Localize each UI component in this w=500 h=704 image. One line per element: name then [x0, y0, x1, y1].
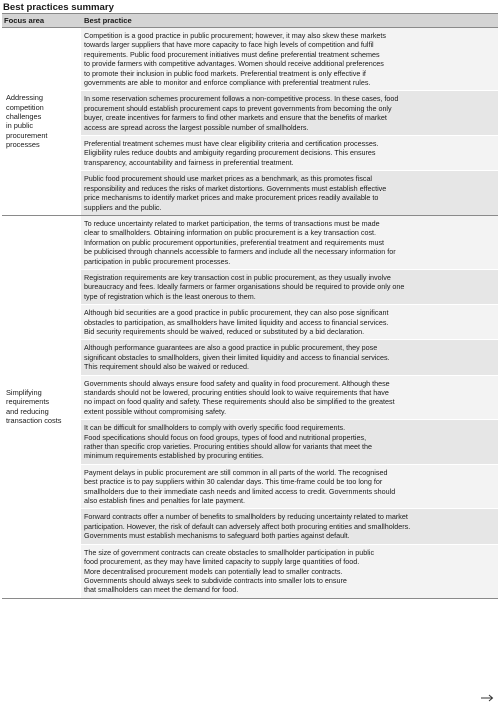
focus-area-line: and reducing [6, 406, 49, 416]
best-practice-line: significant obstacles to smallholders, given their limited liquidity and access to financial services. [84, 352, 390, 362]
best-practice-line: Food specifications should focus on food groups, types of food and nutritional properties, [84, 432, 367, 442]
best-practice-line: smallholders due to their immediate cash needs and limited access to credit. Governments should [84, 486, 396, 496]
page [2, 0, 498, 599]
table-row [81, 420, 498, 465]
best-practice-line: Although bid securities are a good practice in public procurement, they can also pose significant [84, 308, 389, 318]
table-row [81, 340, 498, 375]
best-practice-line: Governments should always seek to subdivide contracts into smaller lots to ensure [84, 575, 347, 585]
best-practice-line: Competition is a good practice in public procurement; however, it may also skew these markets [84, 31, 387, 40]
focus-area-line: requirements [6, 397, 50, 407]
focus-area-line: processes [6, 140, 40, 150]
best-practice-line: Information on public procurement opportunities, preferential treatment and requirements must [84, 237, 385, 247]
best-practice-line: extent possible without compromising safety. [84, 406, 227, 416]
best-practice-line: clear to smallholders. Obtaining information on public procurement is a key transaction cost. [84, 228, 377, 238]
table-row [81, 171, 498, 215]
best-practice-line: access are spread across the largest possible number of smallholders. [84, 122, 309, 132]
best-practice-line: rather than specific crop varieties. Procuring entities should allow for variants that meet the [84, 442, 373, 452]
best-practice-line: price mechanisms to identify market prices and make procurement prices readily available to [84, 193, 379, 203]
best-practice-line: It can be difficult for smallholders to comply with overly specific food requirements. [84, 423, 346, 433]
best-practice-line: procurement should establish procurement caps to prevent governments from becoming the only [84, 103, 392, 113]
header-best-practice: Best practice [84, 16, 132, 25]
best-practice-list [81, 28, 498, 215]
best-practice-line: More decentralised procurement models can potentially lead to smaller contracts. [84, 566, 343, 576]
table-row [81, 545, 498, 598]
table-header [2, 13, 498, 28]
best-practice-line: Governments should always ensure food safety and quality in food procurement. Although these [84, 378, 390, 388]
best-practice-line: participation. However, the risk of default can adversely affect both procuring entities and smallholders. [84, 521, 411, 531]
table-row [81, 305, 498, 340]
best-practice-line: transparency, accountability and fairness in preferential treatment. [84, 157, 294, 167]
best-practice-line: bureaucracy and fees. Ideally farmers or farmer organisations should be required to provide only one [84, 282, 405, 292]
best-practice-line: no impact on food quality and safety. These requirements should also be simplified to the greatest [84, 397, 395, 407]
best-practice-line: that smallholders can meet the demand for food. [84, 585, 239, 595]
table-row [81, 270, 498, 305]
best-practice-line: to provide farmers with competitive advantages. Women should receive additional preferences [84, 59, 384, 69]
focus-area-line: in public [6, 121, 34, 131]
table-row [81, 465, 498, 510]
best-practice-line: Bid security requirements should be waived, reduced or substituted by a bid declaration. [84, 326, 365, 336]
best-practice-line: Forward contracts offer a number of benefits to smallholders by reducing uncertainty related to market [84, 512, 408, 522]
best-practice-line: To reduce uncertainty related to market participation, the terms of transactions must be made [84, 218, 380, 228]
best-practice-line: The size of government contracts can create obstacles to smallholder participation in public [84, 547, 375, 557]
focus-area-line: Simplifying [6, 388, 42, 397]
focus-area-line: challenges [6, 112, 42, 122]
page-title: Best practices summary [3, 2, 114, 13]
focus-area-line: transaction costs [6, 416, 62, 426]
best-practice-line: Registration requirements are key transaction cost in public procurement, as they usually involve [84, 272, 391, 282]
best-practice-line: governments are able to monitor and enforce compliance with preferential treatment rules. [84, 78, 371, 88]
best-practice-line: Public food procurement should use market prices as a benchmark, as this promotes fiscal [84, 174, 373, 184]
focus-area-line: competition [6, 102, 44, 112]
focus-area-cell [2, 216, 81, 598]
focus-area-cell [2, 28, 81, 215]
section-2 [2, 216, 498, 599]
best-practice-line: Governments must establish mechanisms to safeguard both parties against default. [84, 531, 350, 541]
best-practice-line: participation in public procurement processes. [84, 256, 231, 266]
table-row [81, 28, 498, 91]
table-row [81, 376, 498, 421]
best-practice-line: In some reservation schemes procurement follows a non-competitive process. In these cases, food [84, 94, 399, 104]
focus-area-line: Addressing [6, 93, 43, 103]
best-practice-line: Eligibility rules reduce doubts and ambiguity regarding procurement decisions. This ensures [84, 148, 376, 158]
best-practice-line: This requirement should also be waived or reduced. [84, 362, 250, 372]
best-practice-line: Although performance guarantees are also a good practice in public procurement, they pose [84, 343, 378, 353]
best-practice-line: be publicised through channels accessible to farmers and include all the necessary information for [84, 247, 396, 257]
best-practice-line: to promote their inclusion in public food markets. Preferential treatment is only effective if [84, 68, 366, 78]
best-practice-line: towards larger suppliers that have more capacity to face high levels of competition and fulfil [84, 40, 374, 50]
table-row [81, 509, 498, 544]
best-practice-line: best practice is to pay suppliers within 30 calendar days. This time-frame could be too long for [84, 477, 383, 487]
best-practice-line: food procurement, as they may have limited capacity to supply large quantities of food. [84, 557, 360, 567]
best-practice-line: responsibility and reduces the risks of market distortions. Governments must establish effective [84, 183, 387, 193]
table-row [81, 216, 498, 270]
best-practice-list [81, 216, 498, 598]
table-row [81, 136, 498, 171]
best-practice-line: type of registration which is the least onerous to them. [84, 291, 256, 301]
best-practice-line: minimum requirements established by procuring entities. [84, 451, 264, 461]
arrow-right-icon [480, 694, 494, 702]
table-body [2, 28, 498, 599]
best-practice-line: obstacles to participation, as smallholders have limited liquidity and access to financial services. [84, 317, 389, 327]
best-practice-line: requirements. Public food procurement initiatives must define preferential treatment schemes [84, 49, 380, 59]
best-practice-line: Preferential treatment schemes must have clear eligibility criteria and certification processes. [84, 139, 379, 149]
best-practice-line: also establish fines and penalties for late payment. [84, 496, 246, 506]
best-practice-line: Payment delays in public procurement are still common in all parts of the world. The recognised [84, 467, 388, 477]
best-practice-line: buyer, create incentives for farmers to find other markets and ensure that the benefits of market [84, 113, 387, 123]
focus-area-line: procurement [6, 130, 48, 140]
section-1 [2, 28, 498, 216]
best-practice-line: standards should not be lowered, procuring entities should look to waive requirements that have [84, 388, 389, 397]
header-focus-area: Focus area [4, 16, 45, 25]
table-row [81, 91, 498, 136]
best-practice-line: suppliers and the public. [84, 202, 162, 212]
